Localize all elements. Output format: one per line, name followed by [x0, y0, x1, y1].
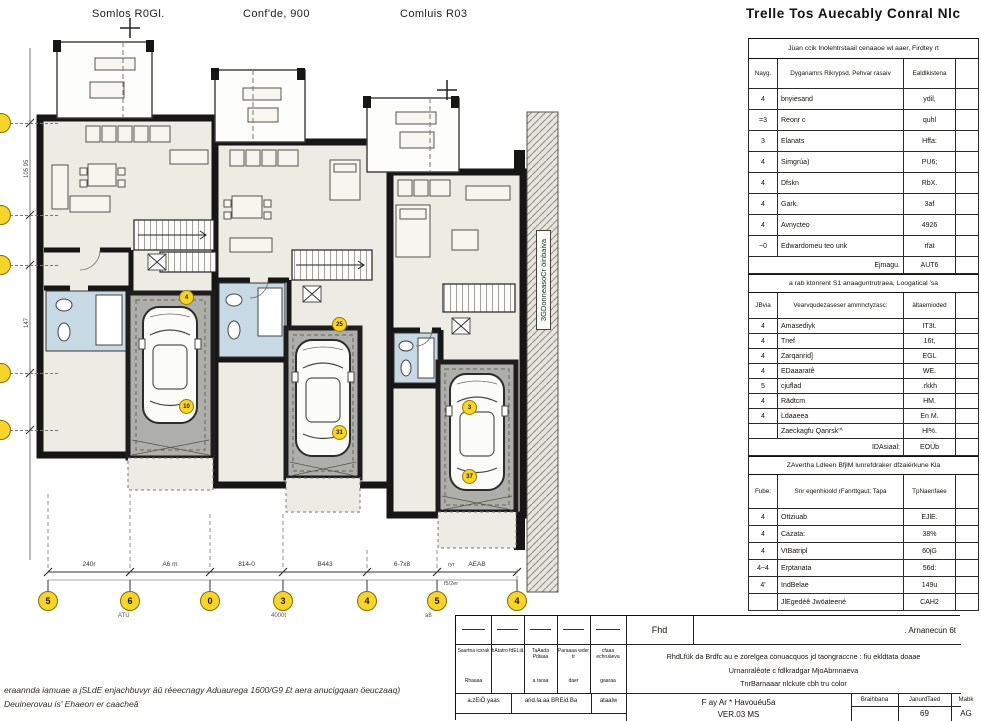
project-description	[626, 644, 961, 693]
left-dimension-label: 105 95	[24, 159, 30, 178]
signature-header-cell: Saurtna icxrak	[457, 648, 490, 654]
spec-table	[748, 38, 978, 611]
section-band-row	[749, 275, 979, 293]
total-row	[749, 257, 979, 274]
cell-number: 4	[749, 334, 778, 349]
column-header: Nayg.	[749, 59, 778, 89]
stamp-value: AG	[960, 709, 972, 718]
cell-name: Simgrúa)	[778, 152, 904, 173]
project-description-line: RhdLfük da Brdfc au e zorelgea conuacquos jd taongraccne : fiu ekldtata doaae	[666, 652, 921, 661]
cell-name: cjuflad	[778, 379, 904, 394]
cell-number: ~0	[749, 236, 778, 257]
column-header	[956, 59, 979, 89]
table-row	[749, 236, 979, 257]
grid-bubble: 5	[38, 591, 58, 611]
table-row	[749, 173, 979, 194]
section-band-header: ZAvertha Ldleen BfjlM lunrefdraker dfzaiérkune Kla	[749, 457, 979, 475]
cell-extra	[956, 89, 979, 110]
signature-row2-cell: gaaraa	[600, 678, 616, 684]
cell-extra	[956, 319, 979, 334]
cell-value: 56d:	[904, 560, 956, 577]
cell-name: VtBatripl	[778, 543, 904, 560]
dimension-label: 240r	[82, 561, 96, 568]
spec-table-section	[748, 38, 979, 274]
stamp-header: Mabk	[958, 696, 974, 703]
table-row	[749, 577, 979, 594]
cell-number	[749, 594, 778, 611]
grid-bubble: 4	[357, 591, 377, 611]
column-header-row	[749, 293, 979, 319]
grid-bubble: 6	[120, 591, 140, 611]
project-description-line: Urnanralêote c fdlkradgar MjoAbrnnaeva	[728, 665, 859, 675]
dimension-label: AEAB	[468, 561, 486, 568]
table-row	[749, 110, 979, 131]
cell-value: Hffa:	[904, 131, 956, 152]
plan-marker: 4	[179, 290, 194, 305]
cell-value: 16t,	[904, 334, 956, 349]
table-row	[749, 152, 979, 173]
band-label: 3GDonneasoCr öinbaiva	[536, 230, 551, 330]
cell-extra	[956, 152, 979, 173]
cell-value: IT3t.	[904, 319, 956, 334]
dimension-label: B443	[317, 561, 333, 568]
cell-value: EGL	[904, 349, 956, 364]
cell-extra	[956, 131, 979, 152]
cell-number: 3	[749, 131, 778, 152]
cell-number: 4	[749, 543, 778, 560]
section-band-row	[749, 457, 979, 475]
total-label: IDAsiaal:	[749, 439, 904, 456]
signature-row3-cell: arid.la.aa BREid.Ba	[524, 698, 578, 704]
grid-bubble-sublabel: a8	[425, 613, 432, 619]
cell-value: En M.	[904, 409, 956, 424]
title-block-fhd: Fhd	[651, 625, 668, 635]
section-band-header: Jüan ccik Inolehtrstaail cenaaoe wl aaer, Firdtey rt	[749, 39, 979, 59]
project-description-line: TnrBarnaaar nlckute cbh tru color	[740, 679, 847, 689]
cell-number: 4	[749, 394, 778, 409]
cell-extra	[956, 394, 979, 409]
column-header	[956, 475, 979, 509]
cell-name: Rädtcm	[778, 394, 904, 409]
cell-value: 60jG	[904, 543, 956, 560]
cell-number: 4	[749, 173, 778, 194]
table-row	[749, 379, 979, 394]
cell-value: EJlE.	[904, 509, 956, 526]
cell-extra	[956, 334, 979, 349]
cell-name: Gark.	[778, 194, 904, 215]
cell-number: 4	[749, 319, 778, 334]
cell-value: 38%	[904, 526, 956, 543]
table-row	[749, 349, 979, 364]
column-header-row	[749, 59, 979, 89]
cell-extra	[956, 594, 979, 611]
grid-leader-line	[10, 123, 58, 124]
cell-extra	[956, 543, 979, 560]
cell-name: Reonr c	[778, 110, 904, 131]
spec-table-section	[748, 274, 979, 456]
cell-extra	[956, 379, 979, 394]
table-row	[749, 543, 979, 560]
stamp-value	[851, 706, 898, 721]
cell-extra	[956, 173, 979, 194]
grid-bubble-sublabel: 4000t	[271, 613, 287, 619]
signature-row3-cell: ataalw	[599, 698, 618, 704]
column-header: ältaemioded	[904, 293, 956, 319]
signature-header-cell: TaAada Pdiaaa	[532, 648, 549, 661]
cell-value: HM.	[904, 394, 956, 409]
cell-value: Hl%.	[904, 424, 956, 439]
spec-table-section	[748, 456, 979, 611]
cell-extra	[956, 257, 979, 274]
sheet-notes	[4, 684, 400, 711]
cell-number: =3	[749, 110, 778, 131]
sheet-note-line: eraannda iamuae a jSLdE enjachbuvyr äû réeecnagy Aduaurega 1600/G9 £t aera anucigqaan öeuczaaq)	[4, 685, 401, 695]
cell-extra	[956, 509, 979, 526]
stamp-header: JanurdTaed	[908, 696, 941, 703]
column-header: TpNaenfaee	[904, 475, 956, 509]
cell-name: JlEgedéê Jwöateené	[778, 594, 904, 611]
cell-number: 4'	[749, 577, 778, 594]
column-header: Dyganamrs Rikrypsd, Pehvar rasaiv	[778, 59, 904, 89]
cell-extra	[956, 526, 979, 543]
table-row	[749, 409, 979, 424]
cell-number: 4	[749, 89, 778, 110]
signature-dash	[596, 629, 620, 630]
signature-header-cell: Paraaaa wder tr	[557, 648, 590, 661]
grid-leader-line	[10, 430, 58, 431]
column-header: JBvia	[749, 293, 778, 319]
column-header: Fube:	[749, 475, 778, 509]
cell-number: 4	[749, 349, 778, 364]
cell-name: Dfskn	[778, 173, 904, 194]
cell-extra	[956, 424, 979, 439]
cell-number: 4	[749, 194, 778, 215]
cell-extra	[956, 349, 979, 364]
title-block-top-right: . Arnanecun 6t	[904, 625, 956, 635]
dimension-label: 6-7x8	[393, 561, 411, 568]
cell-value: CAH2	[904, 594, 956, 611]
cell-name: bnyiesand	[778, 89, 904, 110]
signature-row2-cell: a raraa	[532, 678, 549, 684]
table-row	[749, 594, 979, 611]
cell-number: 4	[749, 409, 778, 424]
table-row	[749, 526, 979, 543]
cell-extra	[956, 409, 979, 424]
column-header	[956, 293, 979, 319]
cell-extra	[956, 439, 979, 456]
table-row	[749, 215, 979, 236]
cell-value: 3af	[904, 194, 956, 215]
grid-bubble: 4	[507, 591, 527, 611]
table-row	[749, 131, 979, 152]
unit-label: Somlos R0Gl.	[92, 8, 165, 20]
table-row	[749, 89, 979, 110]
grid-leader-line	[10, 265, 58, 266]
signature-header-cell: hAtatro fdELiâ	[491, 648, 524, 654]
column-header: Snr eqenhioold rFanrttgaut: Tapa	[778, 475, 904, 509]
table-row	[749, 509, 979, 526]
column-header-row	[749, 475, 979, 509]
table-row	[749, 424, 979, 439]
table-row	[749, 560, 979, 577]
document-code-line: F ay Ar * Havouéu5a	[701, 698, 776, 707]
cell-value: rfat	[904, 236, 956, 257]
plan-marker: 25	[332, 317, 347, 332]
cell-value: RbX.	[904, 173, 956, 194]
grid-bubble: 0	[200, 591, 220, 611]
cell-name: Zarqanrid]	[778, 349, 904, 364]
stamp-value: 69	[920, 709, 929, 718]
unit-label: Conf'de, 900	[243, 8, 310, 20]
left-dimension-label: 147	[24, 317, 30, 328]
column-header: Vearvqudezaseser ammnctyzasc:	[778, 293, 904, 319]
cell-number: 4	[749, 509, 778, 526]
signature-dash	[497, 629, 518, 630]
plan-marker: 10	[179, 399, 194, 414]
table-row	[749, 394, 979, 409]
cell-value: 149u	[904, 577, 956, 594]
cell-number: 4	[749, 152, 778, 173]
cell-number: 4	[749, 364, 778, 379]
cell-name: Amasediyk	[778, 319, 904, 334]
signature-dash	[530, 629, 551, 630]
grid-bubble: 5	[427, 591, 447, 611]
cell-name: Edwardomeu teo unk	[778, 236, 904, 257]
cell-name: Cazata:	[778, 526, 904, 543]
title-block	[455, 615, 974, 720]
cell-name: Erptanata	[778, 560, 904, 577]
cell-extra	[956, 364, 979, 379]
grid-leader-line	[10, 215, 58, 216]
total-value: AUT6	[904, 257, 956, 274]
unit-label: Comluis R03	[400, 8, 468, 20]
plan-marker: 31	[332, 425, 347, 440]
signature-row3-cell: a.zEiÖ yaas	[467, 698, 500, 704]
signature-row2-cell: Rhaaaa	[464, 678, 483, 684]
total-value: EOÜb	[904, 439, 956, 456]
cell-extra	[956, 110, 979, 131]
total-label: Ejmagu.	[749, 257, 904, 274]
cell-name: Elanats	[778, 131, 904, 152]
cell-number: 4~4	[749, 560, 778, 577]
signature-dash	[563, 629, 584, 630]
table-title: Trelle Tos Auecably Conral Nlc	[746, 6, 961, 21]
cell-number: 4	[749, 526, 778, 543]
dimension-label: 814-0	[238, 561, 255, 568]
document-code	[626, 693, 851, 721]
cell-value: ydil,	[904, 89, 956, 110]
cell-number: 5	[749, 379, 778, 394]
cell-value: PU6;	[904, 152, 956, 173]
table-row	[749, 319, 979, 334]
sheet-note-line: Deuinerovau is' Ehaeon er caacheâ	[4, 698, 139, 709]
signature-header-cell: cfaaa echruäeva	[596, 648, 620, 661]
cell-extra	[956, 236, 979, 257]
cell-value: WE.	[904, 364, 956, 379]
cell-number: 4	[749, 215, 778, 236]
cell-extra	[956, 194, 979, 215]
cell-extra	[956, 215, 979, 236]
cell-value: 4926	[904, 215, 956, 236]
column-header: Ealdlkistena	[904, 59, 956, 89]
grid-bubble: 3	[273, 591, 293, 611]
cell-value: .rkkh	[904, 379, 956, 394]
cell-value: quhl	[904, 110, 956, 131]
dimension-note: f5/2er	[444, 581, 459, 587]
cell-name: EDaaaratê	[778, 364, 904, 379]
cell-name: IndBelae	[778, 577, 904, 594]
plan-marker: 3	[462, 400, 477, 415]
signature-row2-cell: daer	[568, 678, 579, 684]
plan-marker: 37	[462, 469, 477, 484]
cell-name: Ldaaeea	[778, 409, 904, 424]
cell-name: Ottziuab	[778, 509, 904, 526]
grid-leader-line	[10, 373, 58, 374]
signature-dash	[462, 629, 485, 630]
section-band-row	[749, 39, 979, 59]
total-row	[749, 439, 979, 456]
section-band-header: a rab ktonrent S1 anaaguntrutraea, Loogatical 'sa	[749, 275, 979, 293]
cell-name: Zaeckagfu Qanrsk'^	[778, 424, 904, 439]
table-row	[749, 364, 979, 379]
document-code-line: VER.03 MS	[717, 710, 760, 719]
dimension-note: ryr	[448, 562, 455, 568]
cell-number	[749, 424, 778, 439]
cell-name: Tnef	[778, 334, 904, 349]
cell-name: Avnycteo	[778, 215, 904, 236]
table-row	[749, 194, 979, 215]
cell-extra	[956, 560, 979, 577]
table-row	[749, 334, 979, 349]
cell-extra	[956, 577, 979, 594]
grid-bubble-sublabel: ATU	[118, 613, 130, 619]
stamp-header: Braihbana	[860, 696, 889, 703]
dimension-label: A6 m	[162, 561, 178, 568]
